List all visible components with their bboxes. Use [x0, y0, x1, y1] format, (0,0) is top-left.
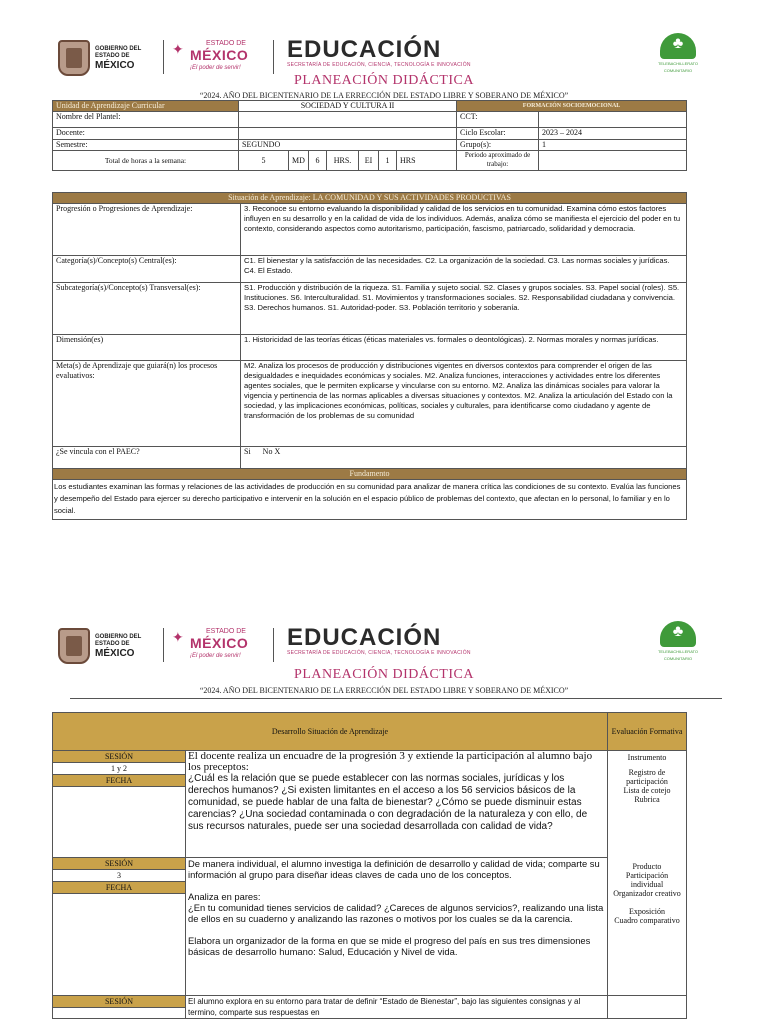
- plantel-label: Nombre del Plantel:: [53, 112, 239, 128]
- page1-header: [0, 30, 768, 100]
- logo-divider: [163, 40, 164, 74]
- tree-icon: [660, 33, 696, 59]
- cct-label: CCT:: [457, 112, 539, 128]
- meta-label: Meta(s) de Aprendizaje que guiará(n) los procesos evaluativos:: [53, 361, 241, 447]
- categoria-label: Categoría(s)/Concepto(s) Central(es):: [53, 256, 241, 283]
- hrs-label-1: HRS.: [327, 151, 359, 171]
- desarrollo-table: [52, 712, 687, 1019]
- s1-intro: El docente realiza un encuadre de la progresión 3 y extiende la participación al alumno bajo los preceptos:: [188, 750, 593, 773]
- educacion-logo: EDUCACIÓN: [287, 624, 442, 651]
- situacion-table: [52, 192, 687, 520]
- uac-value: SOCIEDAD Y CULTURA II: [239, 101, 457, 112]
- logo-divider: [273, 40, 274, 74]
- logo-divider: [163, 628, 164, 662]
- sesion-label: SESIÓN: [53, 751, 186, 763]
- gob-line2: ESTADO DE: [95, 52, 130, 59]
- subcategoria-value: S1. Producción y distribución de la riqueza. S1. Familia y sujeto social. S2. Clases y grupos sociales. S3. Papel social (roles). S5. Instituciones. S6. Interculturalidad. S1. Movimientos y transformaciones sociales. S2. Responsabilidad ciudadana y convivencia. S3. Derechos humanos. S1. Autoridad-poder. S3. Población territorio y soberanía.: [241, 283, 687, 335]
- tele-line1: TELEBACHILLERATO: [657, 649, 699, 654]
- s4-eval: [608, 996, 687, 1019]
- gob-line3: MÉXICO: [95, 647, 135, 659]
- edomex-mark-icon: ✦: [172, 43, 184, 58]
- cct-value: [539, 112, 687, 128]
- edomex-mark-icon: ✦: [172, 631, 184, 646]
- s1-questions: ¿Cuál es la relación que se puede establecer con las normas sociales, jurídicas y los derechos humanos? ¿Si existen limitantes en el acceso a los 56 servicios básicos de la comunidad, se puede hablar de una falta de bienestar? ¿Cómo se puede disminuir estas carencias? ¿Una sociedad contaminada o con degradación de la naturaleza y con ello, de sus recursos naturales, puede ser una sociedad desarrollada con calidad de vida?: [188, 773, 588, 832]
- sesion-label: SESIÓN: [53, 996, 185, 1008]
- docente-value: [239, 128, 457, 140]
- grupo-value: 1: [539, 140, 687, 151]
- semestre-value: SEGUNDO: [239, 140, 457, 151]
- uac-label: Unidad de Aprendizaje Curricular: [53, 101, 239, 112]
- educacion-subtitle: SECRETARÍA DE EDUCACIÓN, CIENCIA, TECNOLOGÍA E INNOVACIÓN: [287, 62, 471, 68]
- md-value: 6: [309, 151, 327, 171]
- edomex-top: ESTADO DE: [206, 628, 246, 635]
- horas-label: Total de horas a la semana:: [53, 151, 239, 171]
- evaluacion-column: [608, 751, 687, 996]
- ei-value: 1: [379, 151, 397, 171]
- educacion-logo: EDUCACIÓN: [287, 36, 442, 63]
- meta-value: M2. Analiza los procesos de producción y distribuciones vigentes en diversos contextos para comprender el origen de las desigualdades e inequidades económicas y sociales. M2. Analiza funciones, interacciones y actividades entre los diferentes agentes sociales, que le permiten explicarse y vincularse con su entorno. M2. Analiza las dinámicas sociales para valorar la vigencia y pertinencia de las normas aplicables a diversas situaciones y contextos. M2. Analiza la articulación del Estado con la sociedad, y las implicaciones económicas, políticas, sociales y culturales, para identificarse como ciudadano y agente de transformación de los problemas de su comunidad: [241, 361, 687, 447]
- educacion-subtitle: SECRETARÍA DE EDUCACIÓN, CIENCIA, TECNOLOGÍA E INNOVACIÓN: [287, 650, 471, 656]
- periodo-value: [539, 151, 687, 171]
- fundamento-header: Fundamento: [53, 469, 687, 480]
- eval-instrumento: Instrumento: [627, 753, 667, 762]
- formacion-label: FORMACIÓN SOCIOEMOCIONAL: [457, 101, 687, 112]
- fecha-label: FECHA: [53, 775, 186, 787]
- gob-line3: MÉXICO: [95, 59, 135, 71]
- fecha-cell: [53, 882, 186, 996]
- fundamento-text: Los estudiantes examinan las formas y relaciones de las actividades de producción en su comunidad para analizar de manera crítica las condiciones de su contexto. Evalúa las funciones y desempeño del Estado para ejercer su derecho participativo e intervenir en la solución en el espacio público de problemas del contexto, que afectan en lo personal, lo familiar y en lo social.: [53, 480, 687, 520]
- gob-line1: GOBIERNO DEL: [95, 633, 142, 640]
- gobierno-logo: [58, 626, 158, 666]
- eval-participacion: Participación individual: [625, 871, 669, 889]
- dimension-value: 1. Historicidad de las teorías éticas (éticas materiales vs. formales o deontológicas). 2. Normas morales y normas jurídicas.: [241, 335, 687, 361]
- situacion-title: LA COMUNIDAD Y SUS ACTIVIDADES PRODUCTIVAS: [312, 193, 511, 202]
- s3-pares: Analiza en pares: ¿En tu comunidad tienes servicios de calidad? ¿Careces de algunos servicios?, realizando una lista de ellos en su cuaderno y analizando las razones o motivos por los cuales se da la carencia.: [188, 891, 604, 924]
- progresion-label: Progresión o Progresiones de Aprendizaje:: [53, 204, 241, 256]
- edomex-main: MÉXICO: [190, 47, 249, 63]
- motto-2: “2024. AÑO DEL BICENTENARIO DE LA ERRECCIÓN DEL ESTADO LIBRE Y SOBERANO DE MÉXICO”: [199, 686, 569, 695]
- edomex-logo: [172, 38, 264, 78]
- semestre-label: Semestre:: [53, 140, 239, 151]
- info-table: [52, 100, 687, 171]
- motto: “2024. AÑO DEL BICENTENARIO DE LA ERRECCIÓN DEL ESTADO LIBRE Y SOBERANO DE MÉXICO”: [199, 91, 569, 100]
- sesion-value: 1 y 2: [53, 763, 186, 775]
- eval-cuadro: Cuadro comparativo: [614, 916, 680, 925]
- gob-line1: GOBIERNO DEL: [95, 45, 142, 52]
- subcategoria-label: Subcategoría(s)/Concepto(s) Transversal(es):: [53, 283, 241, 335]
- md-label: MD: [289, 151, 309, 171]
- docente-label: Docente:: [53, 128, 239, 140]
- ei-label: EI: [359, 151, 379, 171]
- sesion-value: 3: [53, 870, 186, 882]
- eval-rubrica: Rubrica: [634, 795, 660, 804]
- page-title: PLANEACIÓN DIDÁCTICA: [294, 73, 474, 88]
- edomex-logo: [172, 626, 264, 666]
- ciclo-label: Ciclo Escolar:: [457, 128, 539, 140]
- sesion-cell: [53, 996, 186, 1019]
- progresion-value: 3. Reconoce su entorno evaluando la disponibilidad y calidad de los servicios en tu comunidad. Examina cómo estos factores influyen en su desarrollo y en la calidad de vida de los individuos. Además, analiza cómo se manifiesta el ejercicio del poder en tu contexto, considerando aspectos como autoritarismo, participación, fascismo, patriarcado, solidaridad y democracia.: [241, 204, 687, 256]
- header-rule: [70, 698, 722, 699]
- tele-line1: TELEBACHILLERATO: [657, 61, 699, 66]
- gob-line2: ESTADO DE: [95, 640, 130, 647]
- eval-producto: Producto: [632, 862, 662, 871]
- logo-divider: [273, 628, 274, 662]
- session-3-content: [186, 858, 608, 996]
- evaluacion-header: Evaluación Formativa: [608, 713, 687, 751]
- fecha-label: FECHA: [53, 882, 185, 894]
- horas-value: 5: [239, 151, 289, 171]
- eval-lista: Lista de cotejo: [623, 786, 671, 795]
- tree-icon: [660, 621, 696, 647]
- grupo-label: Grupo(s):: [457, 140, 539, 151]
- tele-line2: COMUNITARIO: [663, 68, 693, 73]
- edomex-top: ESTADO DE: [206, 40, 246, 47]
- categoria-value: C1. El bienestar y la satisfacción de las necesidades. C2. La organización de la sociedad. C3. Las normas sociales y jurídicas. C4. El Estado.: [241, 256, 687, 283]
- desarrollo-header: Desarrollo Situación de Aprendizaje: [53, 713, 608, 751]
- periodo-label: Periodo aproximado de trabajo:: [457, 151, 539, 171]
- eval-organizador: Organizador creativo: [613, 889, 681, 898]
- situacion-prefix: Situación de Aprendizaje:: [228, 193, 311, 202]
- eval-exposicion: Exposición: [629, 907, 665, 916]
- coat-of-arms-icon: [58, 628, 90, 664]
- s3-individual: De manera individual, el alumno investiga la definición de desarrollo y calidad de vida; comparte su información al grupo para diseñar ideas claves de cada uno de los conceptos.: [188, 858, 600, 880]
- eval-registro: Registro de participación: [626, 768, 668, 786]
- paec-label: ¿Se vincula con el PAEC?: [53, 447, 241, 469]
- fecha-value: [53, 787, 186, 858]
- s3-organizador: Elabora un organizador de la forma en que se mide el progreso del país en sus tres dimensiones básicas de desarrollo humano: Salud, Educación y Nivel de vida.: [188, 935, 591, 957]
- hrs-label-2: HRS: [397, 151, 457, 171]
- situacion-header: [53, 193, 687, 204]
- plantel-value: [239, 112, 457, 128]
- tele-line2: COMUNITARIO: [663, 656, 693, 661]
- edomex-main: MÉXICO: [190, 635, 249, 651]
- gobierno-logo: [58, 38, 158, 78]
- dimension-label: Dimensión(es): [53, 335, 241, 361]
- sesion-label: SESIÓN: [53, 858, 186, 870]
- session-1-content: [186, 751, 608, 858]
- coat-of-arms-icon: [58, 40, 90, 76]
- edomex-slogan: ¡El poder de servir!: [190, 653, 241, 659]
- edomex-slogan: ¡El poder de servir!: [190, 65, 241, 71]
- ciclo-value: 2023 – 2024: [539, 128, 687, 140]
- paec-value: Si No X: [241, 447, 687, 469]
- s4-content: El alumno explora en su entorno para tratar de definir “Estado de Bienestar”, bajo las siguientes consignas y al termino, comparte sus respuestas en: [186, 996, 608, 1019]
- page2-title: PLANEACIÓN DIDÁCTICA: [294, 667, 474, 682]
